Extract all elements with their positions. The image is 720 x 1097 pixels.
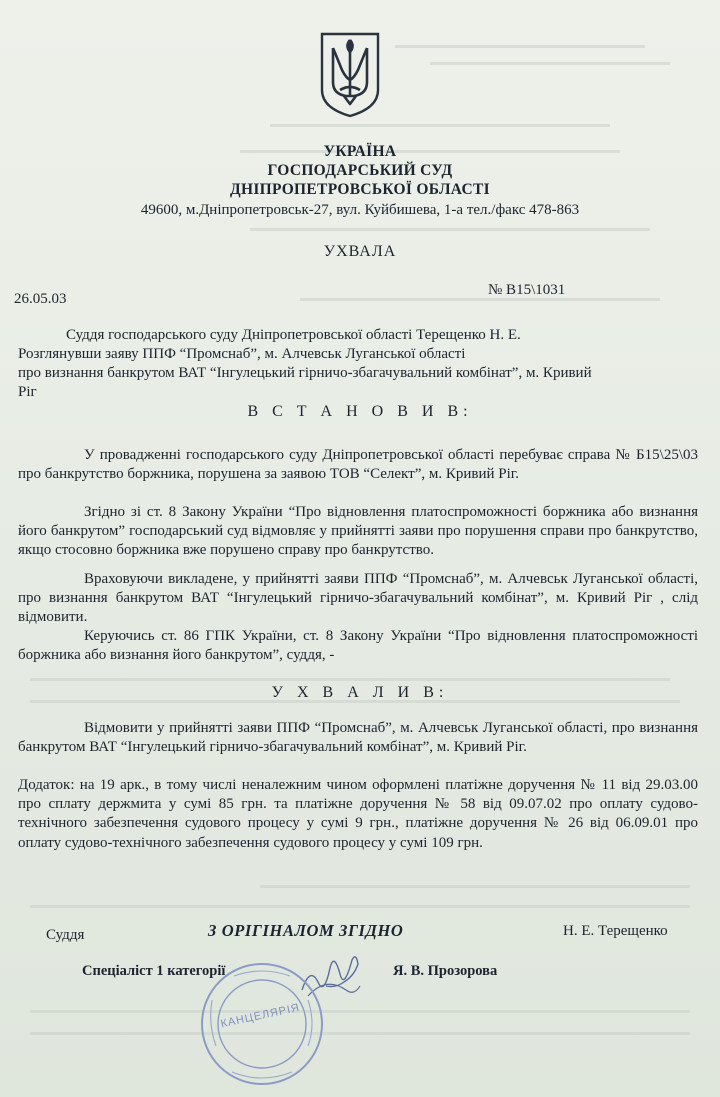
finding-paragraph: Враховуючи викладене, у прийнятті заяви ППФ “Промснаб”, м. Алчевськ Луганської області, про визнання банкрутом ВАТ “Інгулецький гірничо-збагачувальний комбінат”, м. Кривий Ріг , слід відмовити. [18, 571, 698, 626]
resolution-paragraph: Відмовити у прийнятті заяви ППФ “Промснаб”, м. Алчевськ Луганської області, про визнання банкрутом ВАТ “Інгулецький гірничо-збагачувальний комбінат”, м. Кривий Ріг. [18, 720, 698, 756]
finding-paragraph: У провадженні господарського суду Дніпропетровської області перебуває справа № Б15\25\03 про банкрутство боржника, порушена за заявою ТОВ “Селект”, м. Кривий Ріг. [18, 447, 698, 483]
certification-stamp-text: З ОРІГІНАЛОМ ЗГІДНО [208, 921, 404, 940]
attachment-paragraph: Додаток: на 19 арк., в тому числі неналежним чином оформлені платіжне доручення № 11 від 29.03.00 про сплату держмита у сумі 85 грн. та платіжне доручення № 58 від 09.07.02 про оплату судово-технічного забезпечення судового процесу у сумі 9 грн., платіжне доручення № 26 від 06.09.01 про оплату судово-технічного забезпечення судового процесу у сумі 109 грн. [18, 777, 698, 851]
bleed-through-line [30, 905, 690, 908]
coat-of-arms-emblem [318, 30, 382, 118]
bleed-through-line [30, 1032, 690, 1035]
bleed-through-line [300, 298, 660, 301]
signature-role-judge: Суддя [46, 927, 85, 943]
office-stamp [198, 960, 326, 1088]
judge-name: Н. Е. Терещенко [563, 923, 668, 939]
section-heading-resolved: У Х В А Л И В: [271, 684, 449, 701]
header-court-name: ГОСПОДАРСЬКИЙ СУД [267, 162, 453, 179]
finding-paragraph: Керуючись ст. 86 ГПК України, ст. 8 Закону України “Про відновлення платоспроможності боржника або визнання його банкрутом”, суддя, - [18, 628, 698, 664]
bleed-through-line [250, 228, 650, 231]
court-address: 49600, м.Дніпропетровськ-27, вул. Куйбишева, 1-а тел./факс 478-863 [140, 202, 580, 218]
specialist-name: Я. В. Прозорова [393, 963, 498, 979]
intro-subject-end: Ріг [18, 384, 37, 400]
stamp-text: КАНЦЕЛЯРІЯ [219, 1001, 302, 1031]
bleed-through-line [30, 678, 670, 681]
intro-subject: про визнання банкрутом ВАТ “Інгулецький гірничо-збагачувальний комбінат”, м. Кривий [18, 365, 592, 381]
document-date: 26.05.03 [14, 291, 67, 307]
bleed-through-line [260, 885, 690, 888]
intro-judge: Суддя господарського суду Дніпропетровської області Терещенко Н. Е. [66, 327, 521, 343]
specialist-role: Спеціаліст 1 категорії [82, 963, 226, 979]
intro-considered: Розглянувши заяву ППФ “Промснаб”, м. Алчевськ Луганської області [18, 346, 466, 362]
document-number: № В15\1031 [488, 282, 566, 298]
bleed-through-line [395, 45, 645, 48]
section-heading-established: В С Т А Н О В И В: [247, 403, 473, 420]
finding-paragraph: Згідно зі ст. 8 Закону України “Про відновлення платоспроможності боржника або визнання його банкрутом” господарський суд відмовляє у прийнятті заяви про порушення справи про банкрутство, якщо стосовно боржника вже порушено справу про банкрутство. [18, 504, 698, 559]
header-region: ДНІПРОПЕТРОВСЬКОЇ ОБЛАСТІ [230, 181, 490, 198]
bleed-through-line [30, 1010, 690, 1013]
bleed-through-line [430, 62, 670, 65]
header-country: УКРАЇНА [323, 143, 397, 160]
bleed-through-line [270, 124, 610, 127]
document-type: УХВАЛА [323, 243, 397, 260]
